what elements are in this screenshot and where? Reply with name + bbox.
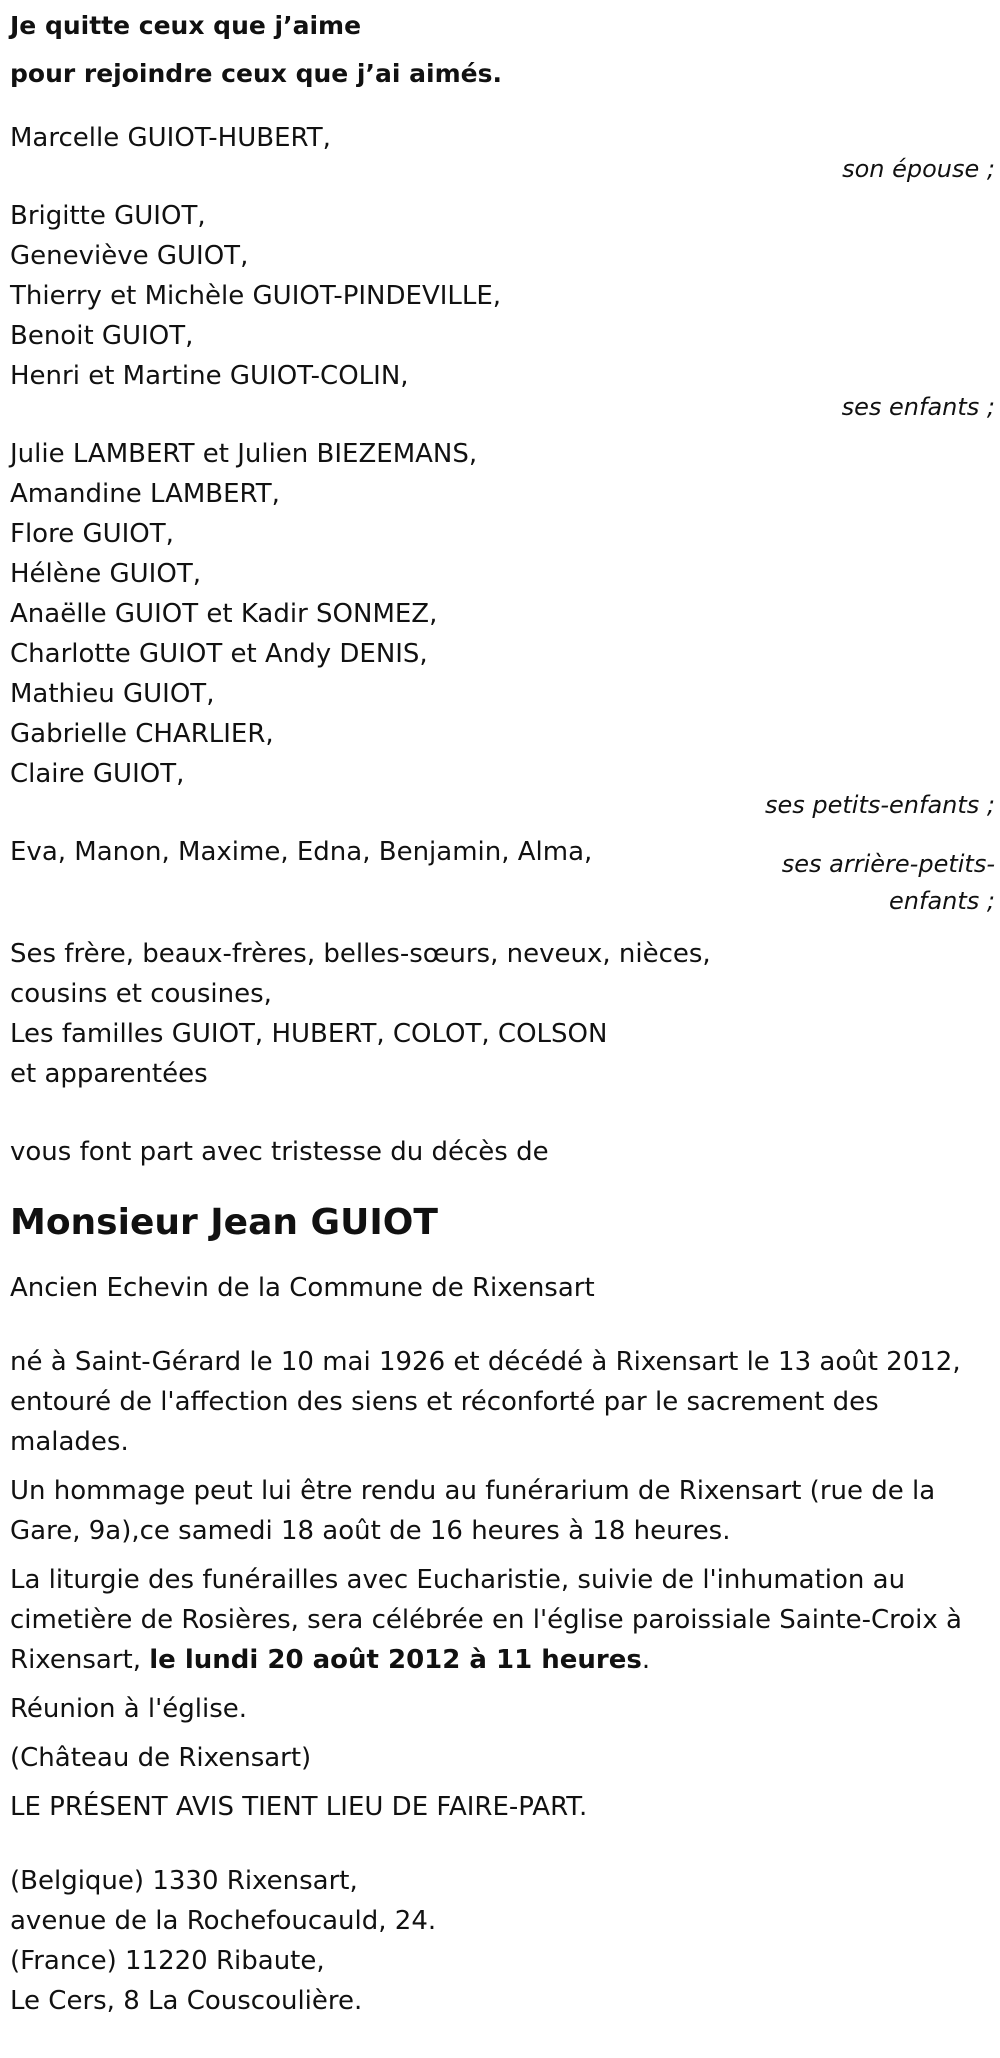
notice-paragraph: LE PRÉSENT AVIS TIENT LIEU DE FAIRE-PART. [10,1792,588,1822]
address-block [10,1861,995,2021]
great-grandchildren-role-line-2: enfants ; [889,887,995,915]
relatives-group [10,934,995,1094]
great-grandchildren-names: Eva, Manon, Maxime, Edna, Benjamin, Alma, [10,837,593,867]
grandchild-name: Anaëlle GUIOT et Kadir SONMEZ, [10,599,438,629]
deceased-name: Monsieur Jean GUIOT [10,1202,438,1243]
grandchild-name: Mathieu GUIOT, [10,679,215,709]
liturgy-paragraph [10,1560,995,1680]
address-line: avenue de la Rochefoucauld, 24. [10,1906,437,1936]
spouse-role: son épouse ; [842,155,995,183]
quote-line-2: pour rejoindre ceux que j’ai aimés. [10,59,502,88]
grandchildren-group [10,434,995,818]
grandchild-name: Gabrielle CHARLIER, [10,719,274,749]
child-name: Henri et Martine GUIOT-COLIN, [10,361,409,391]
quote-line-1: Je quitte ceux que j’aime [10,11,362,40]
child-name: Benoit GUIOT, [10,321,194,351]
homage-paragraph: Un hommage peut lui être rendu au funérarium de Rixensart (rue de la Gare, 9a),ce samedi 18 août de 16 heures à 18 heures. [10,1476,936,1546]
epigraph-quote [10,2,995,98]
spouse-name: Marcelle GUIOT-HUBERT, [10,123,331,153]
great-grandchildren-role [750,846,995,920]
announcement-line: vous font part avec tristesse du décès de [10,1137,549,1167]
child-name: Geneviève GUIOT, [10,241,249,271]
reunion-paragraph: Réunion à l'église. [10,1694,248,1724]
obituary-page [0,2,1000,2021]
relatives-line: Les familles GUIOT, HUBERT, COLOT, COLSON [10,1019,608,1049]
great-grandchildren-group [10,832,995,920]
funeral-date: le lundi 20 août 2012 à 11 heures [149,1645,642,1675]
liturgy-end: . [641,1645,651,1675]
chateau-paragraph: (Château de Rixensart) [10,1743,312,1773]
address-line: (France) 11220 Ribaute, [10,1946,325,1976]
spouse-group [10,118,995,182]
grandchildren-role: ses petits-enfants ; [764,791,995,819]
obituary-column [10,2,995,2021]
grandchild-name: Hélène GUIOT, [10,559,201,589]
grandchild-name: Charlotte GUIOT et Andy DENIS, [10,639,428,669]
address-line: Le Cers, 8 La Couscoulière. [10,1986,363,2016]
grandchild-name: Flore GUIOT, [10,519,174,549]
spacer [10,1094,995,1132]
deceased-title: Ancien Echevin de la Commune de Rixensart [10,1273,595,1303]
family-list [10,118,995,1094]
grandchild-name: Julie LAMBERT et Julien BIEZEMANS, [10,439,478,469]
relatives-line: et apparentées [10,1059,208,1089]
birth-death-paragraph: né à Saint-Gérard le 10 mai 1926 et décédé à Rixensart le 13 août 2012, entouré de l'affection des siens et réconforté par le sacrement des malades. [10,1347,961,1457]
children-group [10,196,995,420]
address-line: (Belgique) 1330 Rixensart, [10,1866,358,1896]
children-role: ses enfants ; [841,393,995,421]
child-name: Brigitte GUIOT, [10,201,206,231]
relatives-line: cousins et cousines, [10,979,272,1009]
liturgy-text: La liturgie des funérailles avec Eucharistie, suivie de l'inhumation au cimetière de Rosières, sera célébrée en l'église paroissiale Sainte-Croix à Rixensart, [10,1565,962,1675]
child-name: Thierry et Michèle GUIOT-PINDEVILLE, [10,281,502,311]
grandchild-name: Amandine LAMBERT, [10,479,280,509]
grandchild-name: Claire GUIOT, [10,759,185,789]
relatives-line: Ses frère, beaux-frères, belles-sœurs, neveux, nièces, [10,939,711,969]
great-grandchildren-role-line-1: ses arrière-petits- [781,850,995,878]
